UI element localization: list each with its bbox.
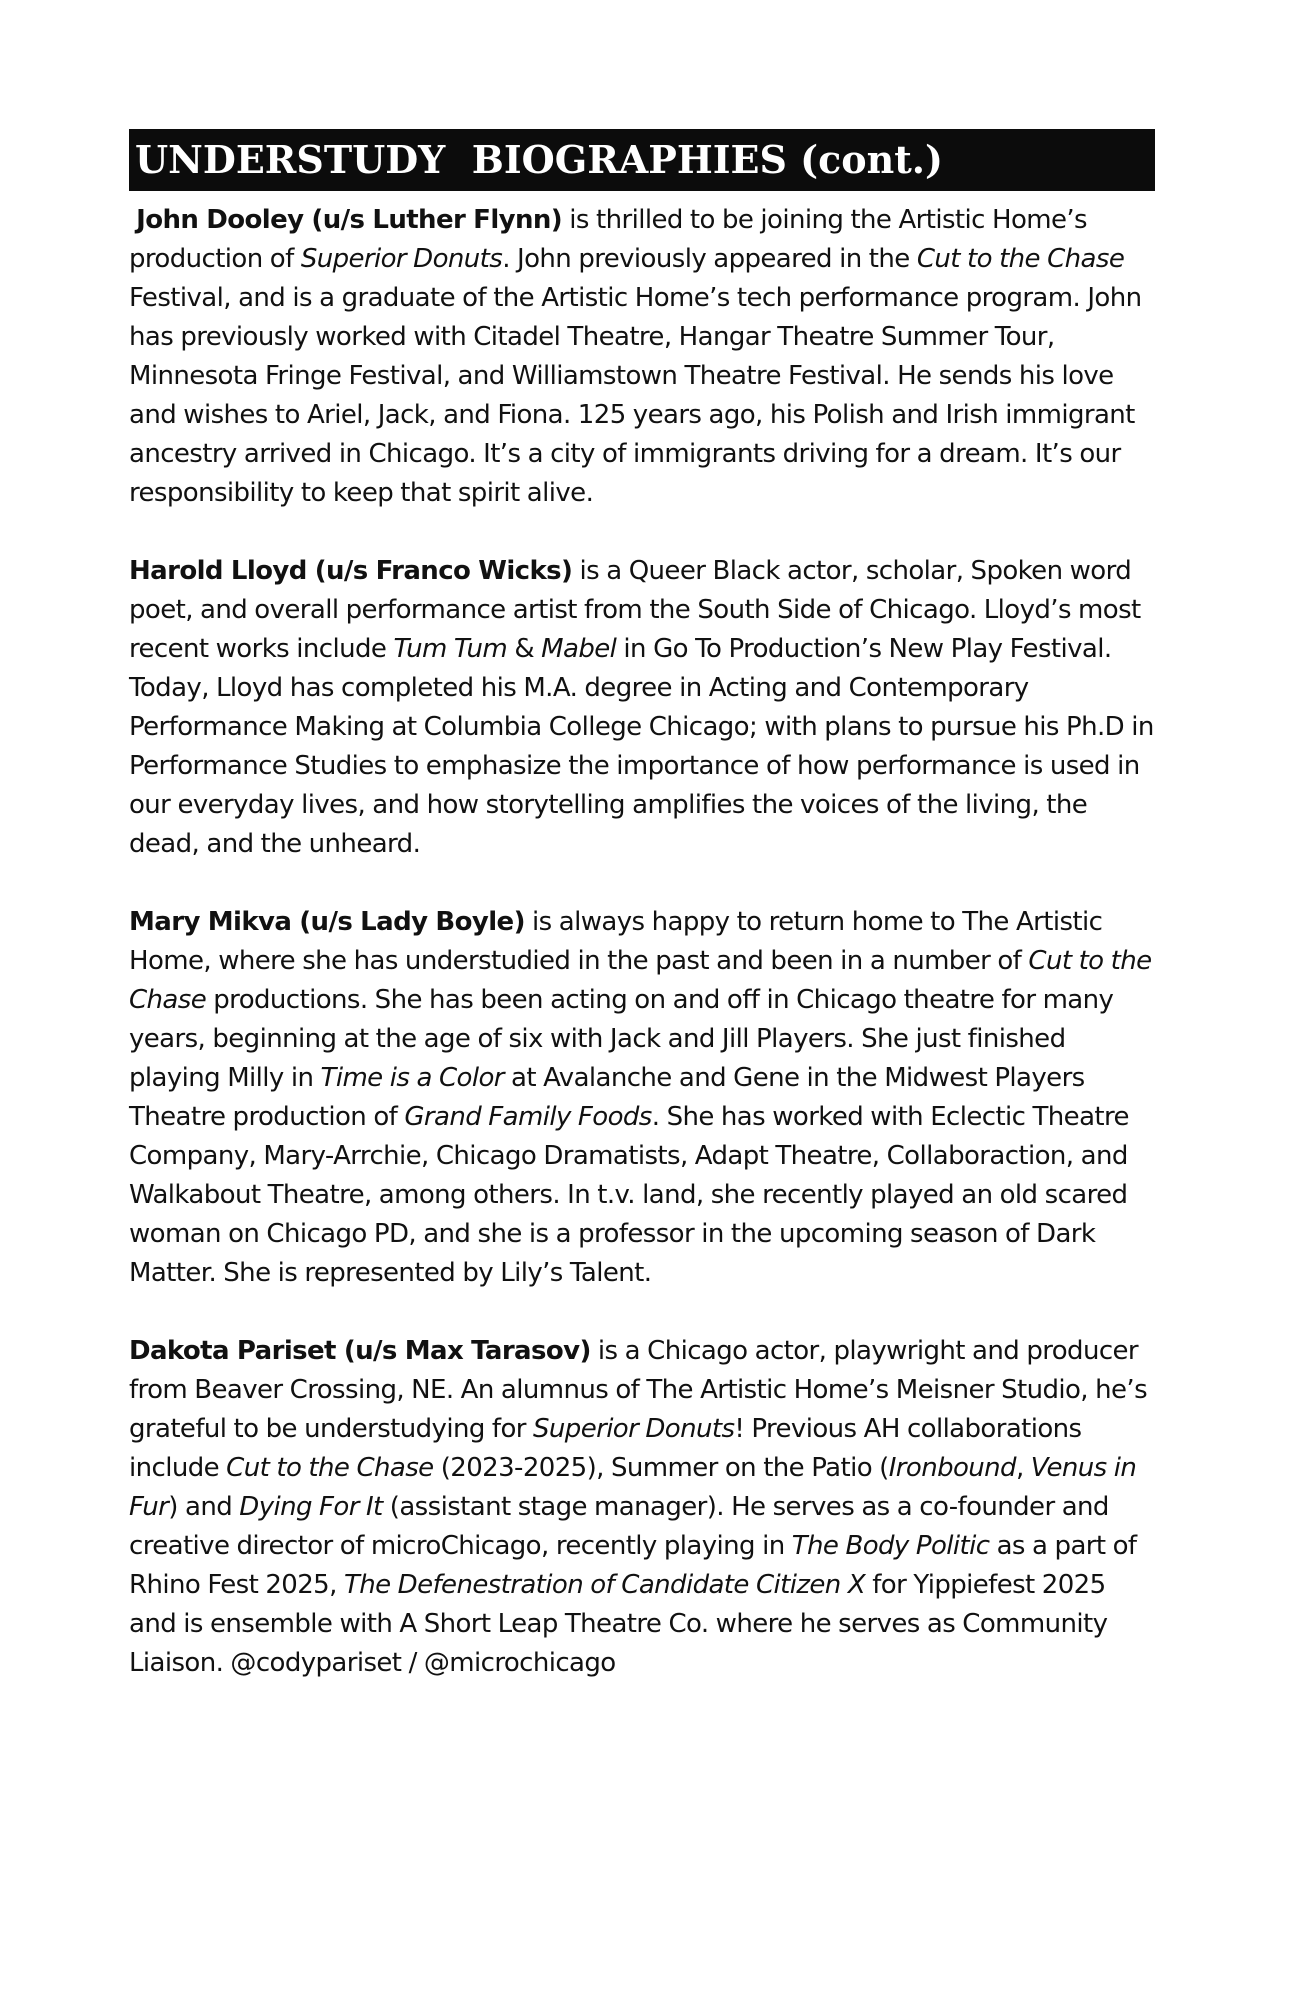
bio-title-italic: The Body Politic: [791, 1531, 990, 1561]
bio-title-italic: Time is a Color: [320, 1063, 504, 1093]
bio-paragraph: [129, 903, 1155, 1293]
bio-text: as a part of Rhino Fest 2025,: [129, 1531, 1137, 1600]
bio-text: at Avalanche and Gene in the Midwest Players Theatre production of: [129, 1063, 1085, 1132]
bio-text: . She has worked with Eclectic Theatre Company, Mary-Arrchie, Chicago Dramatists, Adapt Theatre, Collaboraction, and Walkabout Theatre, among others. In t.v. land, she recently played an old scared woman on Chicago PD, and she is a professor in the upcoming season of Dark Matter. She is represented by Lily’s Talent.: [129, 1102, 1129, 1288]
bio-title-italic: Grand Family Foods: [404, 1102, 652, 1132]
bio-paragraph: [129, 201, 1155, 513]
bio-text: is a Chicago actor, playwright and producer from Beaver Crossing, NE. An alumnus of The Artistic Home’s Meisner Studio, he’s grateful to be understudying for: [129, 1336, 1148, 1444]
bio-title-italic: The Defenestration of Candidate Citizen X: [343, 1570, 866, 1600]
bio-text: in Go To Production’s New Play Festival. Today, Lloyd has completed his M.A. degree in Acting and Contemporary Performance Making at Columbia College Chicago; with plans to pursue his Ph.D in Performance Studies to emphasize the importance of how performance is used in our everyday lives, and how storytelling amplifies the voices of the living, the dead, and the unheard.: [129, 634, 1154, 859]
bio-name: Mary Mikva (u/s Lady Boyle): [129, 907, 525, 937]
program-page: [129, 129, 1155, 1683]
bio-text: ) and: [168, 1492, 240, 1522]
bio-text: . John previously appeared in the: [502, 244, 917, 274]
bio-title-italic: Superior Donuts: [533, 1414, 735, 1444]
bio-text: is always happy to return home to The Artistic Home, where she has understudied in the past and been in a number of: [129, 907, 1103, 976]
bio-title-italic: Cut to the Chase: [129, 946, 1152, 1015]
bio-text: productions. She has been acting on and off in Chicago theatre for many years, beginning at the age of six with Jack and Jill Players. She just finished playing Milly in: [129, 985, 1114, 1093]
bio-text: (assistant stage manager). He serves as a co-founder and creative director of microChicago, recently playing in: [129, 1492, 1109, 1561]
bio-title-italic: Cut to the Chase: [916, 244, 1125, 274]
bio-title-italic: Dying For It: [239, 1492, 383, 1522]
section-header-bar: [129, 129, 1155, 191]
bio-text: ,: [1015, 1453, 1031, 1483]
bio-title-italic: Tum Tum: [393, 634, 508, 664]
bio-title-italic: Superior Donuts: [300, 244, 503, 274]
bio-paragraph: [129, 552, 1155, 864]
section-title: UNDERSTUDY BIOGRAPHIES (cont.): [135, 137, 944, 182]
bio-text: is thrilled to be joining the Artistic Home’s production of: [129, 205, 1087, 274]
bio-text: Festival, and is a graduate of the Artistic Home’s tech performance program. John has previously worked with Citadel Theatre, Hangar Theatre Summer Tour, Minnesota Fringe Festival, and Williamstown Theatre Festival. He sends his love and wishes to Ariel, Jack, and Fiona. 125 years ago, his Polish and Irish immigrant ancestry arrived in Chicago. It’s a city of immigrants driving for a dream. It’s our responsibility to keep that spirit alive.: [129, 283, 1142, 508]
bio-paragraph: [129, 1332, 1155, 1683]
bio-text: ! Previous AH collaborations include: [129, 1414, 1082, 1483]
bio-name: John Dooley (u/s Luther Flynn): [136, 205, 563, 235]
bio-title-italic: Ironbound: [888, 1453, 1016, 1483]
bio-text: (2023-2025), Summer on the Patio (: [433, 1453, 889, 1483]
bio-text: &: [507, 634, 542, 664]
bio-title-italic: Cut to the Chase: [226, 1453, 434, 1483]
bio-name: Harold Lloyd (u/s Franco Wicks): [129, 556, 573, 586]
bio-title-italic: Mabel: [541, 634, 617, 664]
bio-list: [129, 201, 1155, 1683]
bio-title-italic: Venus in Fur: [129, 1453, 1137, 1522]
bio-text: for Yippiefest 2025 and is ensemble with A Short Leap Theatre Co. where he serves as Community Liaison. @codypariset / @microchicago: [129, 1570, 1108, 1678]
bio-text: is a Queer Black actor, scholar, Spoken word poet, and overall performance artist from the South Side of Chicago. Lloyd’s most recent works include: [129, 556, 1141, 664]
bio-name: Dakota Pariset (u/s Max Tarasov): [129, 1336, 591, 1366]
